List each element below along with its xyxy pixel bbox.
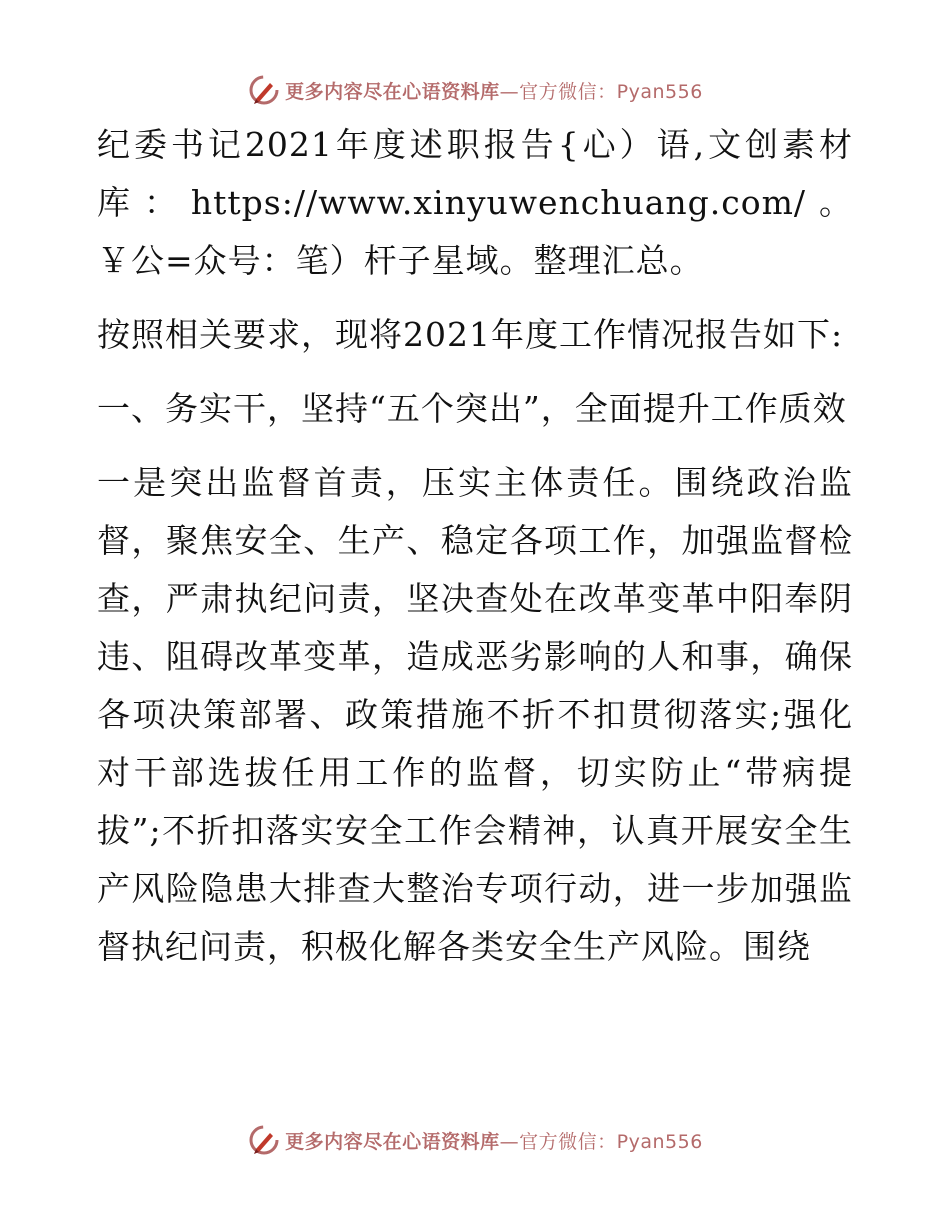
header-watermark-banner: [0, 70, 950, 110]
banner-wechat-text: —官方微信：Pyan556: [499, 80, 703, 103]
doc-paragraph-body: 一是突出监督首责，压实主体责任。围绕政治监督，聚焦安全、生产、稳定各项工作，加强监督检查，严肃执纪问责，坚决查处在改革变革中阳奉阴违、阻碍改革变革，造成恶劣影响的人和事，确保各项决策部署、政策措施不折不扣贯彻落实;强化对干部选拔任用工作的监督，切实防止“带病提拔”;不折扣落实安全工作会精神，认真开展安全生产风险隐患大排查大整治专项行动，进一步加强监督执纪问责，积极化解各类安全生产风险。围绕: [97, 463, 853, 966]
banner-wechat-text: —官方微信：Pyan556: [499, 1130, 703, 1153]
banner-brand-text: 更多内容尽在心语资料库: [285, 80, 500, 103]
document-body: [97, 116, 853, 992]
doc-paragraph-intro: 按照相关要求，现将2021年度工作情况报告如下:: [97, 315, 844, 354]
doc-section-heading: 一、务实干，坚持“五个突出”，全面提升工作质效: [97, 389, 847, 428]
banner-brand-text: 更多内容尽在心语资料库: [285, 1130, 500, 1153]
doc-paragraph-title: 纪委书记2021年度述职报告{心）语,文创素材库：https://www.xinyuwenchuang.com/。￥公=众号：笔）杆子星域。整理汇总。: [97, 125, 853, 280]
pen-swirl-logo-icon: [247, 1123, 281, 1157]
pen-swirl-logo-icon: [247, 73, 281, 107]
footer-watermark-banner: [0, 1120, 950, 1160]
